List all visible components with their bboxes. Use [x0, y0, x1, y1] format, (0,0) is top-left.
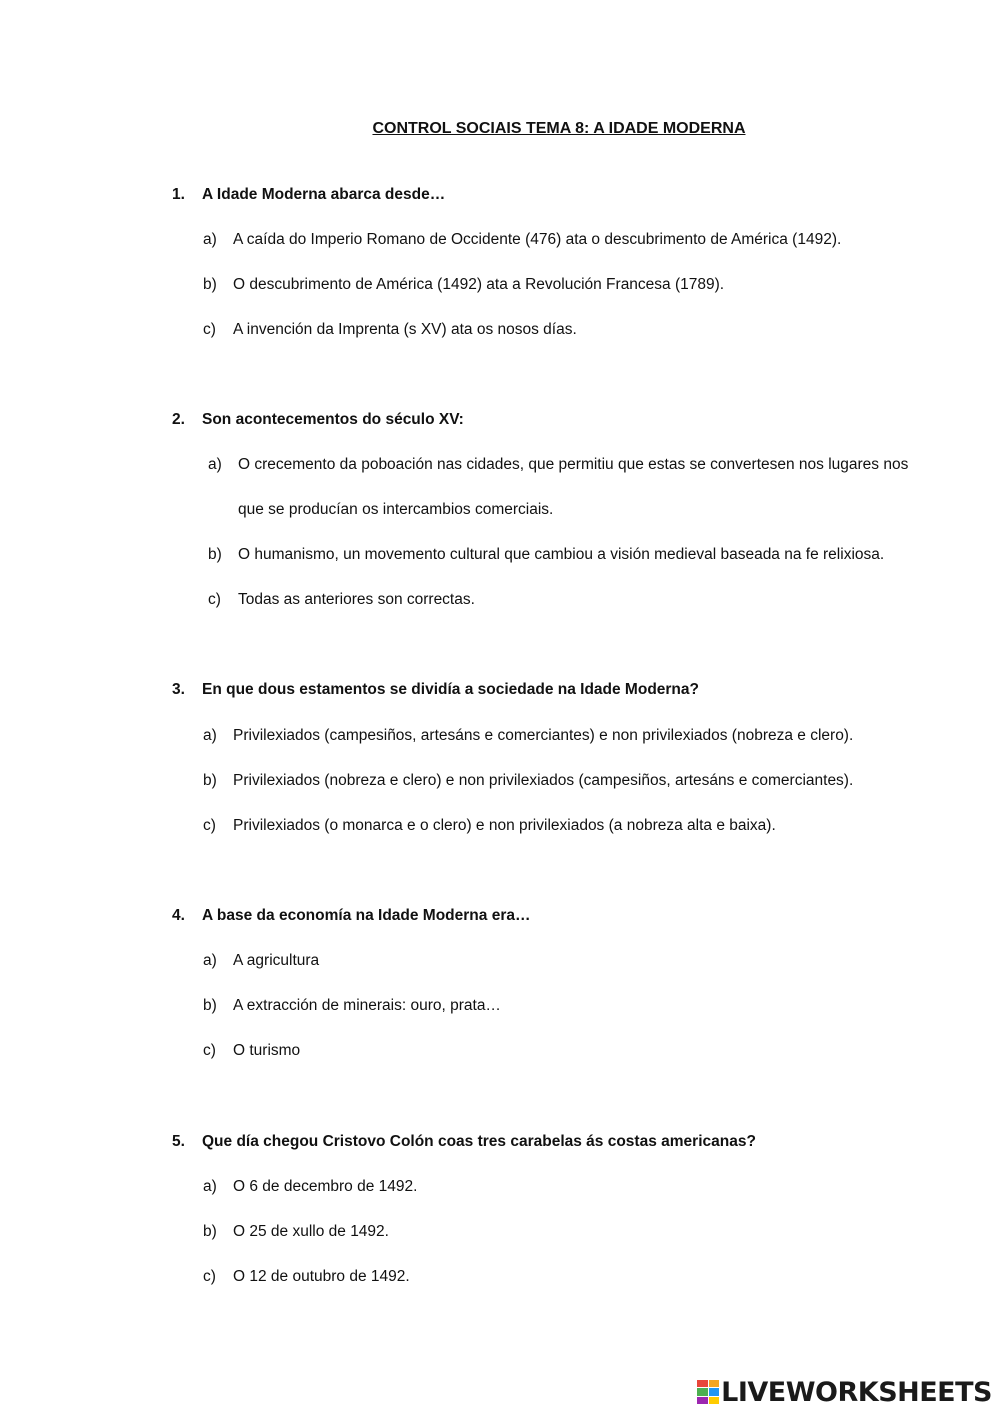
question-text: Que día chegou Cristovo Colón coas tres carabelas ás costas americanas?	[202, 1133, 756, 1150]
option-3b[interactable]	[203, 772, 853, 790]
question-3	[172, 681, 699, 699]
option-4b[interactable]	[203, 997, 501, 1015]
option-letter: a)	[203, 952, 217, 969]
option-letter: c)	[203, 817, 216, 834]
option-text: A extracción de minerais: ouro, prata…	[233, 997, 501, 1014]
option-text: O 12 de outubro de 1492.	[233, 1268, 410, 1285]
option-3c[interactable]	[203, 817, 776, 835]
option-letter: b)	[203, 1223, 217, 1240]
option-letter: a)	[208, 456, 222, 473]
option-letter: a)	[203, 1178, 217, 1195]
question-text: Son acontecementos do século XV:	[202, 411, 464, 428]
question-4	[172, 907, 530, 925]
option-text: O 6 de decembro de 1492.	[233, 1178, 418, 1195]
option-2a-continuation[interactable]: que se producían os intercambios comerciais.	[238, 501, 554, 518]
question-number: 3.	[172, 681, 185, 698]
worksheet-title: CONTROL SOCIAIS TEMA 8: A IDADE MODERNA	[372, 120, 746, 137]
option-1c[interactable]	[203, 321, 577, 339]
option-5b[interactable]	[203, 1223, 389, 1241]
question-1	[172, 186, 445, 204]
logo-block	[697, 1380, 708, 1387]
option-1a[interactable]	[203, 231, 841, 249]
option-text: Todas as anteriores son correctas.	[238, 591, 475, 608]
option-text: O descubrimento de América (1492) ata a Revolución Francesa (1789).	[233, 276, 725, 293]
option-4c[interactable]	[203, 1042, 300, 1060]
option-letter: a)	[203, 727, 217, 744]
logo-block	[697, 1388, 708, 1395]
question-2	[172, 411, 464, 429]
logo-block	[709, 1397, 720, 1404]
liveworksheets-logo	[697, 1377, 992, 1407]
option-letter: b)	[203, 997, 217, 1014]
option-letter: a)	[203, 231, 217, 248]
option-text: Privilexiados (o monarca e o clero) e non privilexiados (a nobreza alta e baixa).	[233, 817, 776, 834]
option-4a[interactable]	[203, 952, 319, 970]
question-number: 5.	[172, 1133, 185, 1150]
option-letter: b)	[208, 546, 222, 563]
question-number: 1.	[172, 186, 185, 203]
option-3a[interactable]	[203, 727, 853, 745]
option-text: A agricultura	[233, 952, 320, 969]
question-number: 4.	[172, 907, 185, 924]
option-text: A invención da Imprenta (s XV) ata os nosos días.	[233, 321, 577, 338]
option-letter: c)	[203, 321, 216, 338]
option-2b[interactable]	[208, 546, 884, 564]
question-text: A Idade Moderna abarca desde…	[202, 186, 446, 203]
option-5a[interactable]	[203, 1178, 417, 1196]
option-letter: b)	[203, 276, 217, 293]
option-1b[interactable]	[203, 276, 724, 294]
option-text: O humanismo, un movemento cultural que cambiou a visión medieval baseada na fe relixiosa.	[238, 546, 885, 563]
option-text: O 25 de xullo de 1492.	[233, 1223, 389, 1240]
question-text: A base da economía na Idade Moderna era…	[202, 907, 531, 924]
option-5c[interactable]	[203, 1268, 410, 1286]
option-letter: c)	[203, 1268, 216, 1285]
logo-mark-icon	[697, 1380, 719, 1404]
option-text: Privilexiados (campesiños, artesáns e comerciantes) e non privilexiados (nobreza e clero).	[233, 727, 854, 744]
option-letter: b)	[203, 772, 217, 789]
logo-block	[709, 1380, 720, 1387]
option-2c[interactable]	[208, 591, 475, 609]
option-text: O crecemento da poboación nas cidades, que permitiu que estas se convertesen nos lugares nos	[238, 456, 909, 473]
option-text: Privilexiados (nobreza e clero) e non privilexiados (campesiños, artesáns e comerciantes).	[233, 772, 854, 789]
option-2a[interactable]	[208, 456, 908, 474]
question-text: En que dous estamentos se dividía a sociedade na Idade Moderna?	[202, 681, 699, 698]
option-text: O turismo	[233, 1042, 301, 1059]
option-letter: c)	[208, 591, 221, 608]
logo-block	[697, 1397, 708, 1404]
question-5	[172, 1133, 756, 1151]
logo-block	[709, 1388, 720, 1395]
logo-text: LIVEWORKSHEETS	[721, 1376, 992, 1408]
option-text: A caída do Imperio Romano de Occidente (476) ata o descubrimento de América (1492).	[233, 231, 842, 248]
option-letter: c)	[203, 1042, 216, 1059]
question-number: 2.	[172, 411, 185, 428]
